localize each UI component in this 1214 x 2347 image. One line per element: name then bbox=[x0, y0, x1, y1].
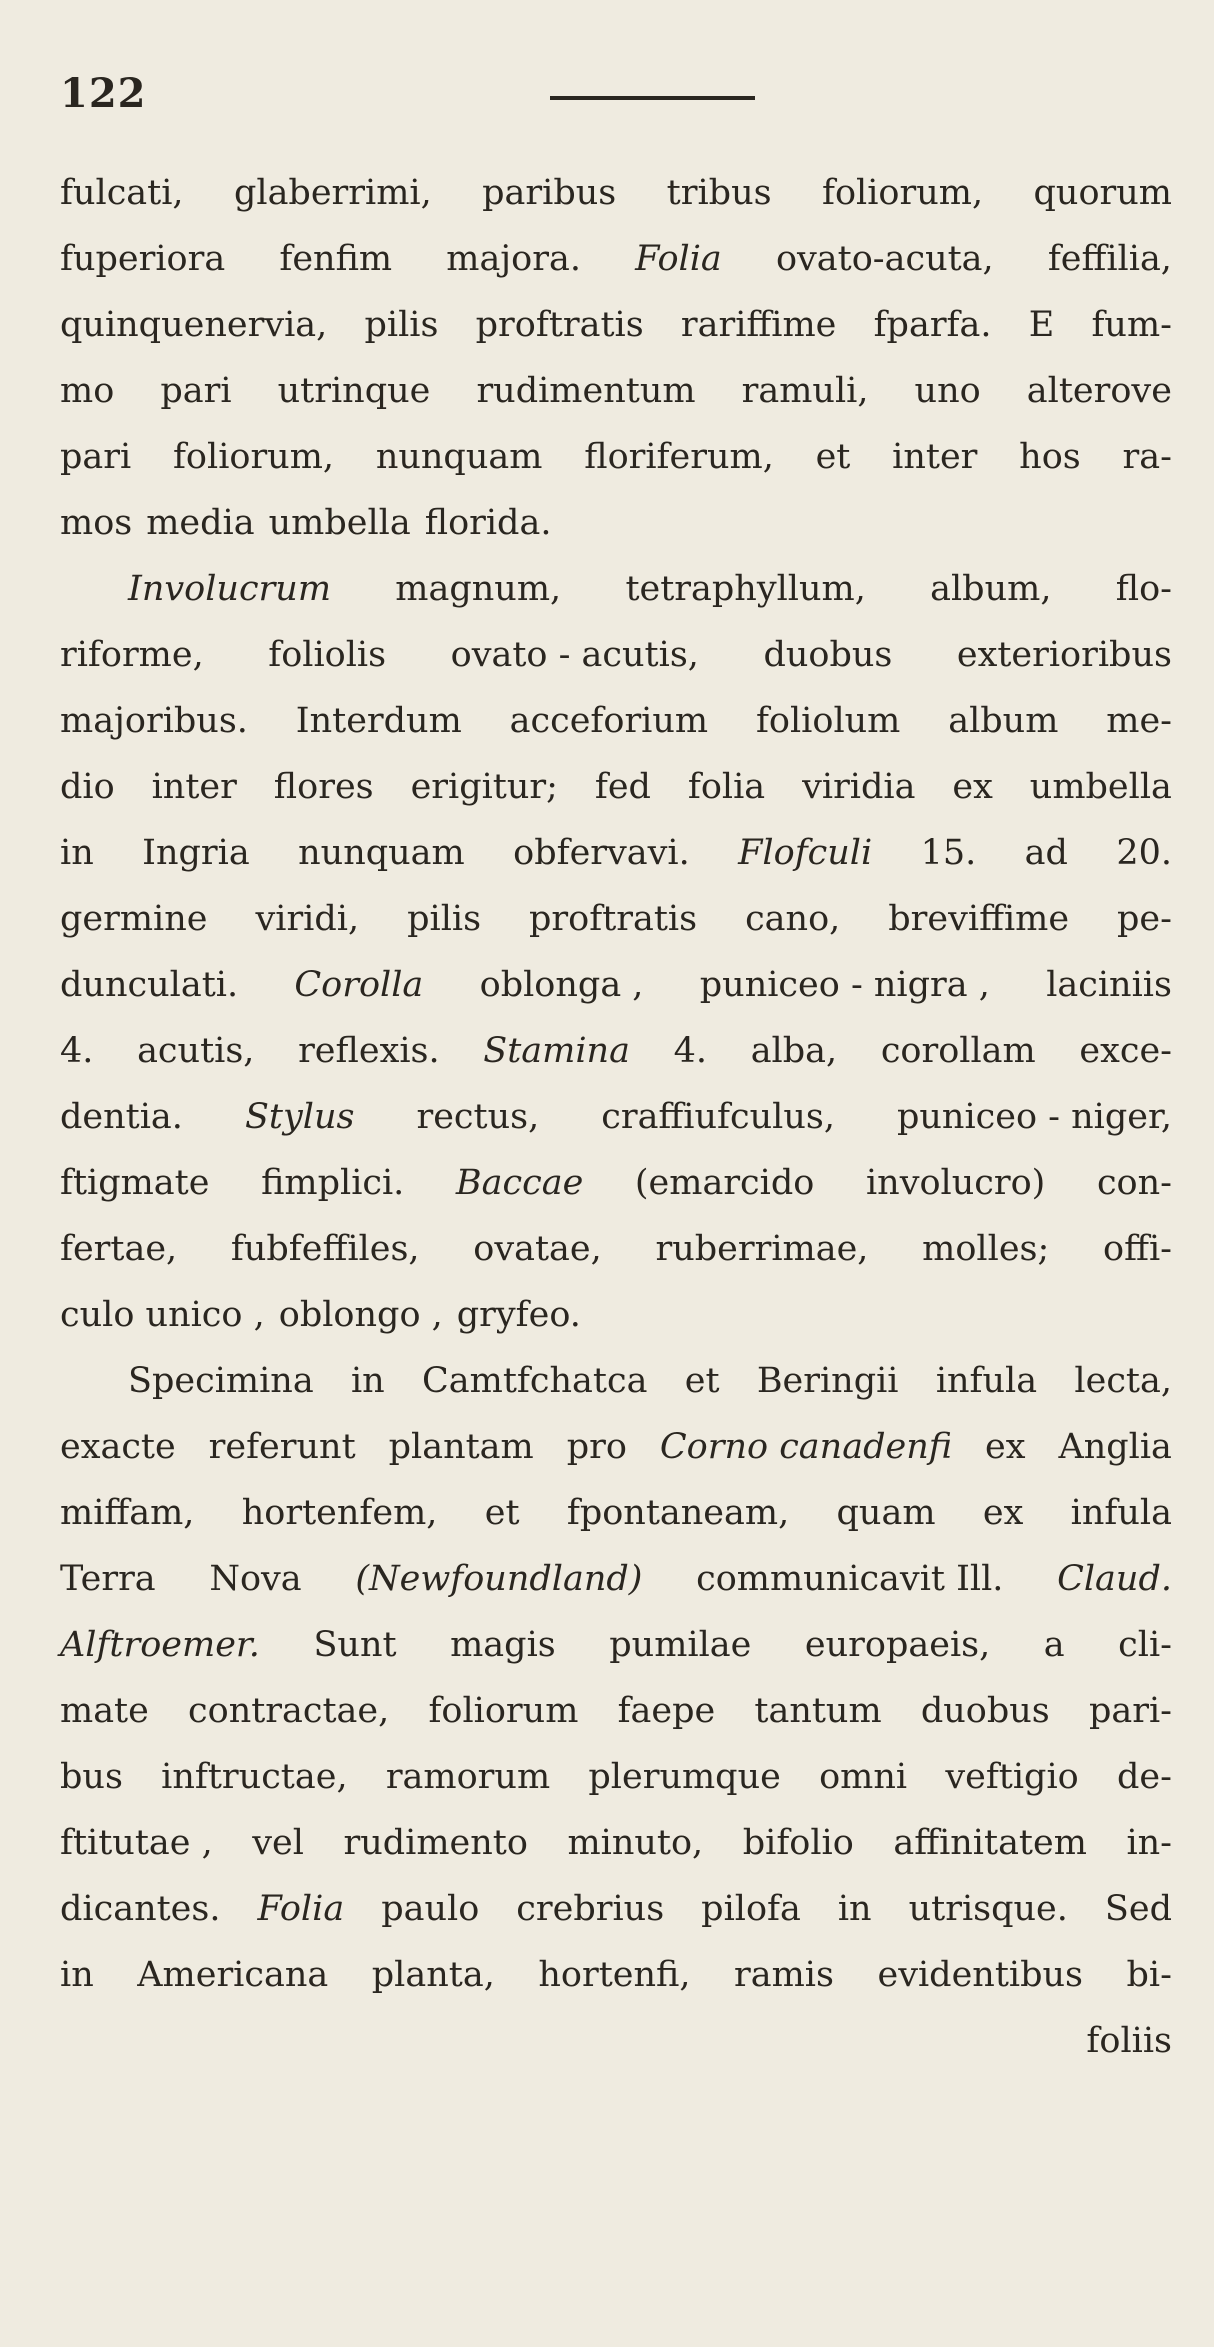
word: tribus bbox=[666, 173, 772, 213]
word: lecta, bbox=[1074, 1361, 1172, 1401]
text-line bbox=[60, 1810, 1172, 1876]
word: 20. bbox=[1116, 833, 1172, 873]
word: con- bbox=[1096, 1163, 1172, 1203]
word: fulcati, bbox=[60, 173, 184, 213]
word: fpontaneam, bbox=[566, 1493, 790, 1533]
word: majoribus. bbox=[60, 701, 248, 741]
word: rariffime bbox=[680, 305, 837, 345]
word: quorum bbox=[1033, 173, 1172, 213]
word: dunculati. bbox=[60, 965, 239, 1005]
text-line bbox=[60, 424, 1172, 490]
word: exacte bbox=[60, 1427, 176, 1467]
word: germine bbox=[60, 899, 208, 939]
text-line bbox=[60, 1612, 1172, 1678]
word: flores bbox=[273, 767, 374, 807]
word: hos bbox=[1019, 437, 1081, 477]
word: ex bbox=[982, 1493, 1024, 1533]
word: riforme, bbox=[60, 635, 204, 675]
word: miffam, bbox=[60, 1493, 195, 1533]
word: planta, bbox=[371, 1955, 495, 1995]
text-line bbox=[60, 358, 1172, 424]
word: pari bbox=[60, 437, 132, 477]
word: alba, bbox=[750, 1031, 838, 1071]
word: in bbox=[60, 1955, 94, 1995]
word: plantam bbox=[388, 1427, 534, 1467]
word: referunt bbox=[208, 1427, 356, 1467]
word: communicavit Ill. bbox=[696, 1559, 1004, 1599]
word: proftratis bbox=[529, 899, 698, 939]
word: oblonga , bbox=[479, 965, 644, 1005]
word: nunquam bbox=[298, 833, 465, 873]
word: pro bbox=[566, 1427, 627, 1467]
word: Terra bbox=[60, 1559, 156, 1599]
word: crebrius bbox=[516, 1889, 665, 1929]
word: utrinque bbox=[277, 371, 431, 411]
text-body bbox=[60, 160, 1172, 2074]
word: involucro) bbox=[865, 1163, 1046, 1203]
word: viridi, bbox=[255, 899, 360, 939]
word: duobus bbox=[920, 1691, 1050, 1731]
word: laciniis bbox=[1046, 965, 1172, 1005]
word: 4. bbox=[60, 1031, 94, 1071]
word: europaeis, bbox=[804, 1625, 991, 1665]
word: cli- bbox=[1118, 1625, 1172, 1665]
word: minuto, bbox=[567, 1823, 704, 1863]
word: quinquenervia, bbox=[60, 305, 328, 345]
word: me- bbox=[1106, 701, 1172, 741]
word: ftigmate bbox=[60, 1163, 210, 1203]
word: 4. bbox=[673, 1031, 708, 1071]
word: (Newfoundland) bbox=[355, 1559, 643, 1599]
word: fertae, bbox=[60, 1229, 178, 1269]
text-line bbox=[60, 1480, 1172, 1546]
word: duobus bbox=[763, 635, 893, 675]
word: offi- bbox=[1103, 1229, 1172, 1269]
word: exce- bbox=[1079, 1031, 1172, 1071]
word: pilofa bbox=[701, 1889, 801, 1929]
word: faepe bbox=[617, 1691, 716, 1731]
word: ex bbox=[952, 767, 993, 807]
word: album bbox=[948, 701, 1059, 741]
word: rectus, bbox=[416, 1097, 540, 1137]
word: infula bbox=[1070, 1493, 1172, 1533]
word: Sed bbox=[1104, 1889, 1172, 1929]
word: bus bbox=[60, 1757, 123, 1797]
word: florida. bbox=[424, 503, 552, 543]
word: Corolla bbox=[294, 965, 424, 1005]
word: puniceo - niger, bbox=[896, 1097, 1172, 1137]
word: uno bbox=[914, 371, 981, 411]
word: ramuli, bbox=[741, 371, 869, 411]
word: tantum bbox=[754, 1691, 882, 1731]
word: bifolio bbox=[742, 1823, 854, 1863]
word: pilis bbox=[407, 899, 482, 939]
word: fuperiora bbox=[60, 239, 226, 279]
text-line bbox=[60, 1084, 1172, 1150]
word: ovato - acutis, bbox=[450, 635, 699, 675]
word: E bbox=[1028, 305, 1055, 345]
word: erigitur; bbox=[410, 767, 558, 807]
text-line bbox=[60, 226, 1172, 292]
word: vel bbox=[252, 1823, 304, 1863]
word: 15. bbox=[920, 833, 977, 873]
word: media bbox=[146, 503, 255, 543]
word: flo- bbox=[1115, 569, 1172, 609]
word: Alftroemer. bbox=[60, 1625, 260, 1665]
word: Camtfchatca bbox=[422, 1361, 648, 1401]
word: fenfim bbox=[279, 239, 393, 279]
text-line bbox=[60, 1546, 1172, 1612]
text-line bbox=[60, 2008, 1172, 2074]
word: ovatae, bbox=[473, 1229, 602, 1269]
text-line bbox=[60, 292, 1172, 358]
text-line bbox=[60, 820, 1172, 886]
text-line bbox=[60, 622, 1172, 688]
word: craffiufculus, bbox=[601, 1097, 835, 1137]
word: inftructae, bbox=[161, 1757, 348, 1797]
word: dicantes. bbox=[60, 1889, 221, 1929]
word: fubfeffiles, bbox=[230, 1229, 420, 1269]
word: in- bbox=[1126, 1823, 1172, 1863]
word: pilis bbox=[364, 305, 439, 345]
word: molles; bbox=[922, 1229, 1050, 1269]
word: contractae, bbox=[188, 1691, 390, 1731]
word: pe- bbox=[1117, 899, 1172, 939]
word: Specimina bbox=[128, 1361, 314, 1401]
word: ruberrimae, bbox=[655, 1229, 869, 1269]
word: fum- bbox=[1091, 305, 1172, 345]
text-line bbox=[60, 556, 1172, 622]
word: pari- bbox=[1088, 1691, 1172, 1731]
word: inter bbox=[892, 437, 978, 477]
word: dio bbox=[60, 767, 115, 807]
word: et bbox=[484, 1493, 520, 1533]
word: Stamina bbox=[483, 1031, 630, 1071]
text-line bbox=[60, 490, 1172, 556]
text-line bbox=[60, 1216, 1172, 1282]
word: ramis bbox=[734, 1955, 834, 1995]
word: acutis, bbox=[137, 1031, 255, 1071]
page-header bbox=[60, 70, 1160, 120]
word: pumilae bbox=[609, 1625, 752, 1665]
word: Flofculi bbox=[738, 833, 873, 873]
text-line bbox=[60, 754, 1172, 820]
word: nunquam bbox=[375, 437, 543, 477]
word: foliolum bbox=[755, 701, 901, 741]
word: quam bbox=[836, 1493, 936, 1533]
word: rudimentum bbox=[476, 371, 696, 411]
word: alterove bbox=[1026, 371, 1172, 411]
word: evidentibus bbox=[877, 1955, 1083, 1995]
word: foliorum, bbox=[172, 437, 335, 477]
word: (emarcido bbox=[634, 1163, 815, 1203]
text-line bbox=[60, 1348, 1172, 1414]
word: et bbox=[684, 1361, 720, 1401]
word: umbella bbox=[1029, 767, 1172, 807]
text-line bbox=[60, 1018, 1172, 1084]
text-line bbox=[60, 1744, 1172, 1810]
header-rule bbox=[550, 96, 755, 100]
word: Ingria bbox=[142, 833, 250, 873]
word: ra- bbox=[1122, 437, 1172, 477]
text-line bbox=[60, 1876, 1172, 1942]
word: foliolis bbox=[268, 635, 387, 675]
word: puniceo - nigra , bbox=[699, 965, 990, 1005]
word: ad bbox=[1024, 833, 1068, 873]
word: Stylus bbox=[244, 1097, 355, 1137]
text-line bbox=[60, 1678, 1172, 1744]
word: ftitutae , bbox=[60, 1823, 213, 1863]
text-line bbox=[60, 688, 1172, 754]
word: a bbox=[1043, 1625, 1065, 1665]
text-line bbox=[60, 1150, 1172, 1216]
word: mate bbox=[60, 1691, 149, 1731]
word: floriferum, bbox=[584, 437, 774, 477]
word: et bbox=[815, 437, 851, 477]
word: glaberrimi, bbox=[233, 173, 432, 213]
text-line bbox=[60, 886, 1172, 952]
word: hortenfi, bbox=[538, 1955, 691, 1995]
word: fimplici. bbox=[261, 1163, 405, 1203]
text-line bbox=[60, 160, 1172, 226]
word: proftratis bbox=[475, 305, 644, 345]
word: Corno canadenfi bbox=[659, 1427, 953, 1467]
word: umbella bbox=[268, 503, 411, 543]
word: corollam bbox=[880, 1031, 1036, 1071]
word: tetraphyllum, bbox=[625, 569, 866, 609]
word: magnum, bbox=[395, 569, 562, 609]
word: foliorum bbox=[428, 1691, 579, 1731]
text-line bbox=[60, 1282, 1172, 1348]
word: ex bbox=[985, 1427, 1026, 1467]
word: Involucrum bbox=[128, 569, 332, 609]
word: Interdum bbox=[295, 701, 462, 741]
word: rudimento bbox=[343, 1823, 528, 1863]
word: bi- bbox=[1126, 1955, 1172, 1995]
word: fparfa. bbox=[873, 305, 992, 345]
word: pari bbox=[160, 371, 232, 411]
word: in bbox=[60, 833, 94, 873]
word: plerumque bbox=[588, 1757, 781, 1797]
word: paulo bbox=[381, 1889, 480, 1929]
word: reflexis. bbox=[298, 1031, 440, 1071]
word: in bbox=[837, 1889, 872, 1929]
word: mos bbox=[60, 503, 133, 543]
word: Claud. bbox=[1057, 1559, 1172, 1599]
word: Baccae bbox=[455, 1163, 584, 1203]
word: inter bbox=[151, 767, 237, 807]
text-line bbox=[60, 1942, 1172, 2008]
word: mo bbox=[60, 371, 115, 411]
word: breviffime bbox=[888, 899, 1070, 939]
word: obfervavi. bbox=[513, 833, 690, 873]
word: Beringii bbox=[756, 1361, 899, 1401]
word: album, bbox=[930, 569, 1052, 609]
word: Sunt bbox=[313, 1625, 397, 1665]
word: ramorum bbox=[385, 1757, 551, 1797]
word: paribus bbox=[482, 173, 617, 213]
word: Folia bbox=[635, 239, 722, 279]
word: foliorum, bbox=[822, 173, 984, 213]
word: majora. bbox=[446, 239, 581, 279]
word: Folia bbox=[257, 1889, 345, 1929]
word: omni bbox=[819, 1757, 908, 1797]
word: dentia. bbox=[60, 1097, 183, 1137]
page-number: 122 bbox=[60, 70, 147, 117]
word: utrisque. bbox=[908, 1889, 1068, 1929]
word: Americana bbox=[137, 1955, 329, 1995]
word: foliis bbox=[1086, 2021, 1172, 2061]
word: acceforium bbox=[509, 701, 709, 741]
word: veftigio bbox=[945, 1757, 1079, 1797]
text-line bbox=[60, 952, 1172, 1018]
word: folia bbox=[687, 767, 766, 807]
word: hortenfem, bbox=[241, 1493, 438, 1533]
word: infula bbox=[935, 1361, 1038, 1401]
word: in bbox=[350, 1361, 385, 1401]
word: fed bbox=[594, 767, 651, 807]
word: Nova bbox=[209, 1559, 302, 1599]
word: exterioribus bbox=[956, 635, 1172, 675]
word: feffilia, bbox=[1047, 239, 1172, 279]
word: viridia bbox=[802, 767, 916, 807]
word: ovato-acuta, bbox=[775, 239, 994, 279]
word: cano, bbox=[745, 899, 841, 939]
word: de- bbox=[1116, 1757, 1172, 1797]
word: affinitatem bbox=[893, 1823, 1087, 1863]
word: gryfeo. bbox=[456, 1295, 581, 1335]
word: Anglia bbox=[1058, 1427, 1172, 1467]
word: magis bbox=[450, 1625, 556, 1665]
text-line bbox=[60, 1414, 1172, 1480]
word: oblongo , bbox=[278, 1295, 443, 1335]
word: culo unico , bbox=[60, 1295, 265, 1335]
